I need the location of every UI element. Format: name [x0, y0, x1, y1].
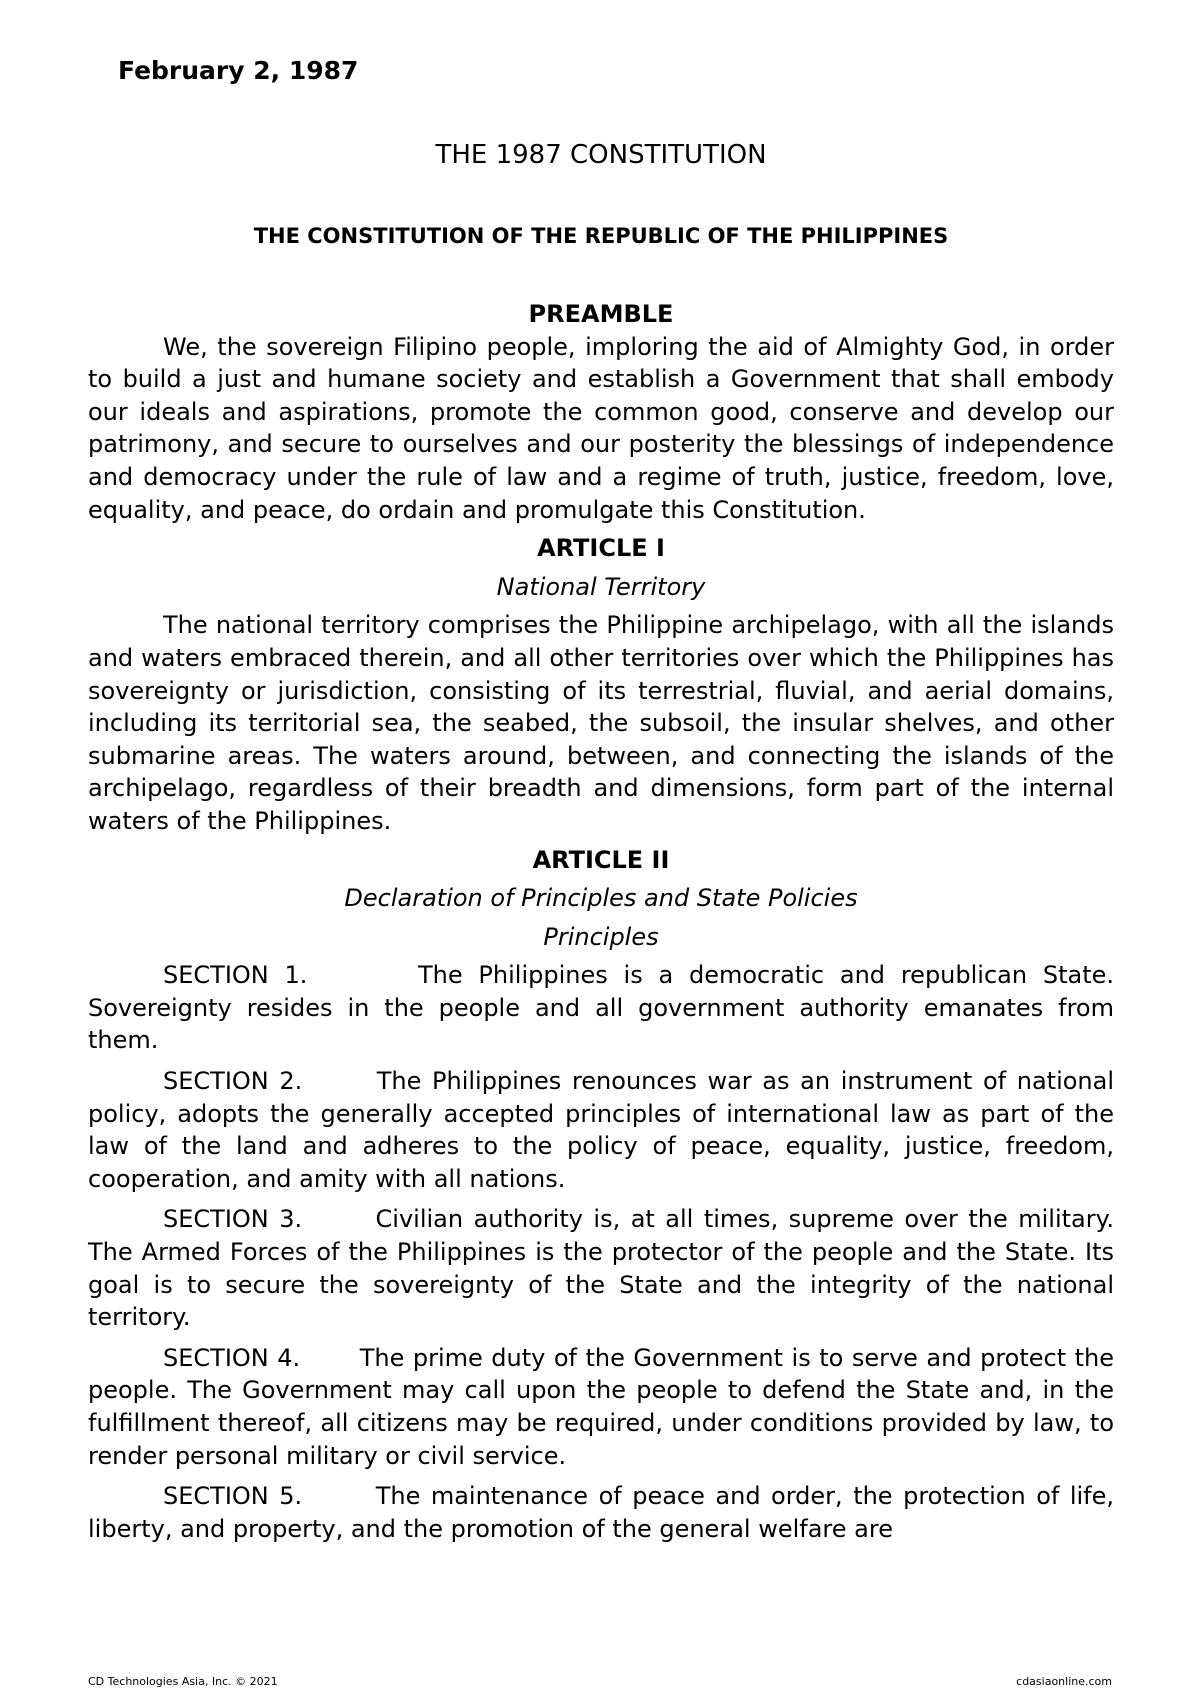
preamble-text: We, the sovereign Filipino people, imploring the aid of Almighty God, in order to build a just and humane society and establish a Government that shall embody our ideals and aspirations, promote the common good, conserve and develop our patrimony, and secure to ourselves and our posterity the blessings of independence and democracy under the rule of law and a regime of truth, justice, freedom, love, equality, and peace, do ordain and promulgate this Constitution. — [88, 332, 1114, 524]
section-3-label: SECTION 3. — [163, 1205, 303, 1234]
preamble-heading: PREAMBLE — [528, 300, 674, 328]
document-date: February 2, 1987 — [118, 56, 359, 85]
article-2-subheading: Declaration of Principles and State Policies — [344, 884, 858, 913]
section-2-text: The Philippines renounces war as an instrument of national policy, adopts the generally accepted principles of international law as part of the law of the land and adheres to the policy of peace, equality, justice, freedom, cooperation, and amity with all nations. — [88, 1067, 1115, 1193]
section-1-label: SECTION 1. — [163, 961, 308, 990]
document-subtitle: THE CONSTITUTION OF THE REPUBLIC OF THE PHILIPPINES — [253, 224, 949, 248]
section-5 — [88, 1480, 1114, 1545]
section-4-label: SECTION 4. — [163, 1343, 301, 1372]
article-2-section-group: Principles — [543, 922, 659, 951]
article-2-heading: ARTICLE II — [532, 845, 670, 874]
section-1 — [88, 959, 1114, 1057]
section-5-text: The maintenance of peace and order, the protection of life, liberty, and property, and the promotion of the general welfare are — [88, 1482, 1115, 1543]
section-2 — [88, 1065, 1114, 1195]
section-2-label: SECTION 2. — [163, 1067, 303, 1096]
section-1-text: The Philippines is a democratic and republican State. Sovereignty resides in the people and all government authority emanates from them. — [88, 961, 1115, 1055]
section-5-label: SECTION 5. — [163, 1482, 303, 1511]
article-1-subheading: National Territory — [496, 572, 706, 601]
document-body — [88, 298, 1114, 1545]
section-4-text: The prime duty of the Government is to serve and protect the people. The Government may call upon the people to defend the State and, in the fulfillment thereof, all citizens may be required, under conditions provided by law, to render personal military or civil service. — [88, 1343, 1115, 1470]
footer-website: cdasiaonline.com — [1016, 1675, 1112, 1688]
footer-copyright: CD Technologies Asia, Inc. © 2021 — [88, 1675, 278, 1688]
section-3-text: Civilian authority is, at all times, supreme over the military. The Armed Forces of the Philippines is the protector of the people and the State. Its goal is to secure the sovereignty of the State and the integrity of the national territory. — [88, 1205, 1115, 1332]
section-4 — [88, 1342, 1114, 1472]
document-title: THE 1987 CONSTITUTION — [435, 140, 767, 170]
article-1-heading: ARTICLE I — [537, 534, 665, 563]
section-3 — [88, 1203, 1114, 1333]
article-1-text: The national territory comprises the Philippine archipelago, with all the islands and waters embraced therein, and all other territories over which the Philippines has sovereignty or jurisdiction, consisting of its terrestrial, fluvial, and aerial domains, including its territorial sea, the seabed, the subsoil, the insular shelves, and other submarine areas. The waters around, between, and connecting the islands of the archipelago, regardless of their breadth and dimensions, form part of the internal waters of the Philippines. — [88, 611, 1114, 835]
